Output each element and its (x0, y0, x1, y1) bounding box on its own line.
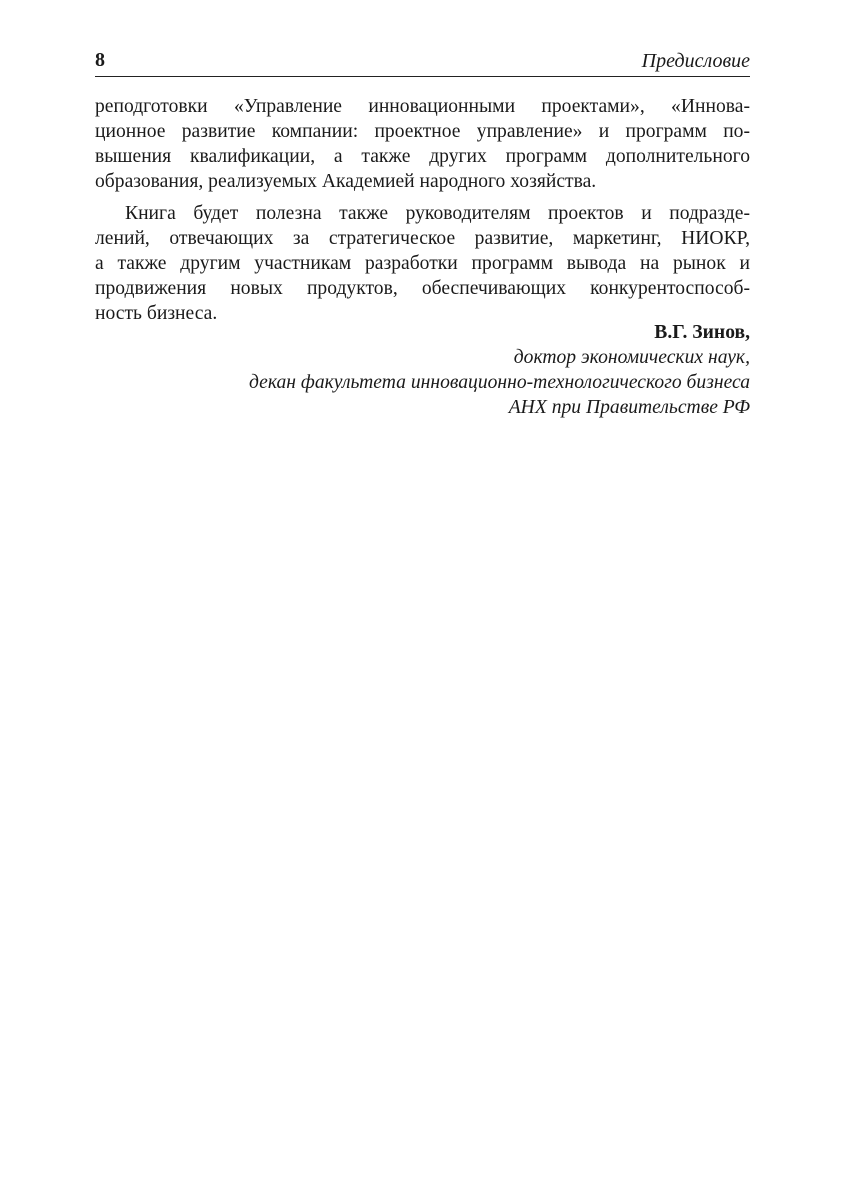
author-name: В.Г. Зинов, (654, 322, 750, 343)
paragraph-line: а также другим участникам разработки программ вывода на рынок и (95, 253, 750, 274)
signature-block (95, 320, 750, 420)
paragraph-line: образования, реализуемых Академией народного хозяйства. (95, 171, 597, 192)
paragraph-line: лений, отвечающих за стратегическое развитие, маркетинг, НИОКР, (95, 228, 750, 249)
page-number: 8 (95, 49, 105, 71)
author-title-line: декан факультета инновационно-технологического бизнеса (248, 372, 750, 393)
paragraph-gap (95, 194, 750, 201)
running-head: Предисловие (641, 50, 750, 72)
author-title-line: доктор экономических наук, (513, 347, 750, 368)
paragraph-1 (95, 94, 750, 194)
paragraph-line: ность бизнеса. (95, 303, 218, 324)
author-title-line: АНХ при Правительстве РФ (508, 397, 750, 418)
page-header (95, 46, 750, 77)
body-text (95, 94, 750, 326)
paragraph-line: вышения квалификации, а также других программ дополнительного (95, 146, 750, 167)
paragraph-line: продвижения новых продуктов, обеспечивающих конкурентоспособ- (95, 278, 750, 299)
paragraph-line: реподготовки «Управление инновационными проектами», «Иннова- (95, 96, 750, 117)
paragraph-line: ционное развитие компании: проектное управление» и программ по- (95, 121, 750, 142)
paragraph-2 (95, 201, 750, 326)
paragraph-line: Книга будет полезна также руководителям проектов и подразде- (125, 203, 750, 224)
